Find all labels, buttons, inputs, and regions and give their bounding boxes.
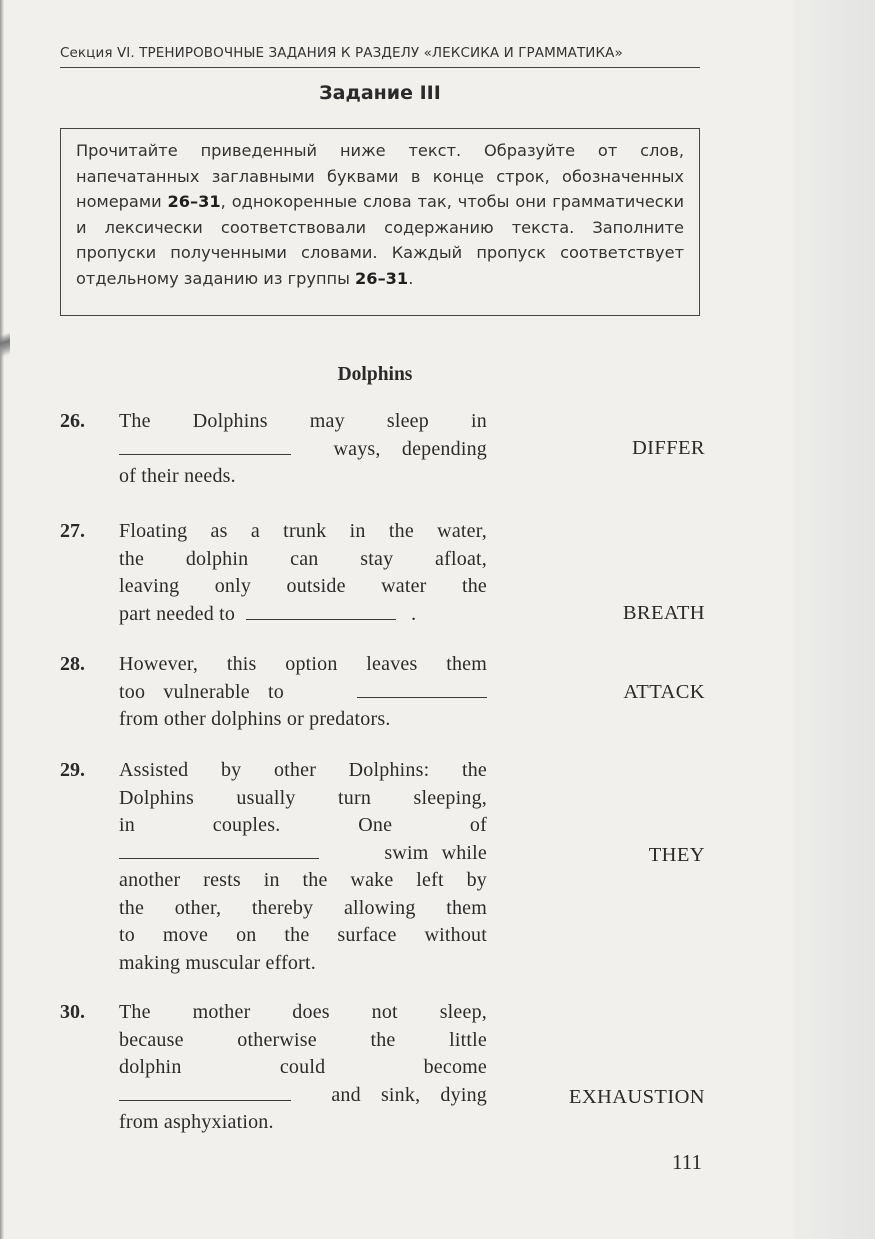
keyword: THEY bbox=[648, 844, 705, 866]
item-line-text: ways, depending bbox=[333, 437, 487, 460]
item-line-text: part needed to bbox=[119, 602, 236, 625]
task-item-26 bbox=[60, 408, 705, 490]
answer-blank[interactable] bbox=[119, 841, 319, 859]
task-item-30 bbox=[60, 999, 705, 1139]
instruction-text-3: . bbox=[408, 268, 414, 288]
instruction-box bbox=[60, 128, 700, 316]
passage-title: Dolphins bbox=[337, 364, 413, 385]
keyword: EXHAUSTION bbox=[568, 1086, 705, 1108]
item-line-text: swim while bbox=[384, 841, 488, 864]
item-line: Assisted by other Dolphins: the bbox=[119, 759, 487, 781]
item-line: The Dolphins may sleep in bbox=[119, 410, 487, 432]
answer-blank[interactable] bbox=[119, 437, 291, 455]
item-line: Dolphins usually turn sleeping, bbox=[119, 786, 487, 809]
answer-blank[interactable] bbox=[357, 680, 487, 698]
instruction-range-1: 26–31 bbox=[167, 192, 221, 212]
item-line: dolphin could become bbox=[119, 1056, 487, 1078]
instruction-text-2: , однокоренные слова так, чтобы они грамматически и лексически соответствовали содержанию текста. Заполните пропуски полученными словами. Каждый пропуск соответствует отдельному заданию из группы bbox=[76, 192, 684, 288]
keyword: BREATH bbox=[622, 602, 705, 624]
item-line bbox=[119, 1082, 487, 1110]
item-line: from other dolphins or predators. bbox=[119, 708, 391, 730]
item-number: 29. bbox=[60, 759, 85, 781]
item-line: making muscular effort. bbox=[119, 951, 316, 974]
instruction-range-2: 26–31 bbox=[355, 268, 409, 288]
answer-blank[interactable] bbox=[119, 1083, 291, 1101]
item-line: Floating as a trunk in the water, bbox=[119, 520, 487, 542]
scan-right-edge bbox=[793, 0, 875, 1239]
instruction-text-1: Прочитайте приведенный ниже текст. Образуйте от слов, напечатанных заглавными буквами в конце строк, обозначенных номерами bbox=[76, 141, 684, 212]
page-number: 111 bbox=[672, 1150, 702, 1174]
item-text bbox=[119, 408, 487, 491]
item-line: However, this option leaves them bbox=[119, 653, 487, 675]
item-line-text: too vulnerable to bbox=[119, 680, 285, 703]
item-line: the other, thereby allowing them bbox=[119, 896, 487, 919]
pen-mark bbox=[0, 318, 10, 372]
item-text bbox=[119, 999, 487, 1137]
item-line: of their needs. bbox=[119, 465, 236, 487]
item-line-text: . bbox=[411, 602, 417, 625]
scan-left-edge bbox=[0, 0, 4, 1239]
task-title: Задание III bbox=[319, 82, 441, 104]
keyword: DIFFER bbox=[631, 437, 705, 459]
task-item-29 bbox=[60, 757, 705, 977]
item-line bbox=[119, 840, 487, 868]
item-line bbox=[119, 436, 487, 464]
item-text bbox=[119, 757, 487, 977]
item-line: because otherwise the little bbox=[119, 1028, 487, 1051]
item-line bbox=[119, 679, 487, 707]
item-number: 30. bbox=[60, 1001, 85, 1023]
header-rule bbox=[60, 67, 700, 68]
item-line: in couples. One of bbox=[119, 814, 487, 836]
item-line: from asphyxiation. bbox=[119, 1111, 274, 1133]
item-text bbox=[119, 651, 487, 734]
item-number: 28. bbox=[60, 653, 85, 675]
item-number: 27. bbox=[60, 520, 85, 542]
running-header: Секция VI. ТРЕНИРОВОЧНЫЕ ЗАДАНИЯ К РАЗДЕЛУ «ЛЕКСИКА И ГРАММАТИКА» bbox=[60, 45, 623, 61]
answer-blank[interactable] bbox=[246, 602, 396, 620]
item-line: to move on the surface without bbox=[119, 924, 487, 946]
task-item-27 bbox=[60, 518, 705, 628]
item-line: The mother does not sleep, bbox=[119, 1001, 487, 1023]
task-item-28 bbox=[60, 651, 705, 733]
item-text bbox=[119, 518, 487, 628]
item-line-text: and sink, dying bbox=[331, 1083, 487, 1106]
item-line: the dolphin can stay afloat, bbox=[119, 547, 487, 570]
item-line: leaving only outside water the bbox=[119, 575, 487, 597]
keyword: ATTACK bbox=[623, 681, 705, 703]
item-number: 26. bbox=[60, 410, 85, 432]
item-line bbox=[119, 601, 487, 629]
item-line: another rests in the wake left by bbox=[119, 869, 487, 891]
